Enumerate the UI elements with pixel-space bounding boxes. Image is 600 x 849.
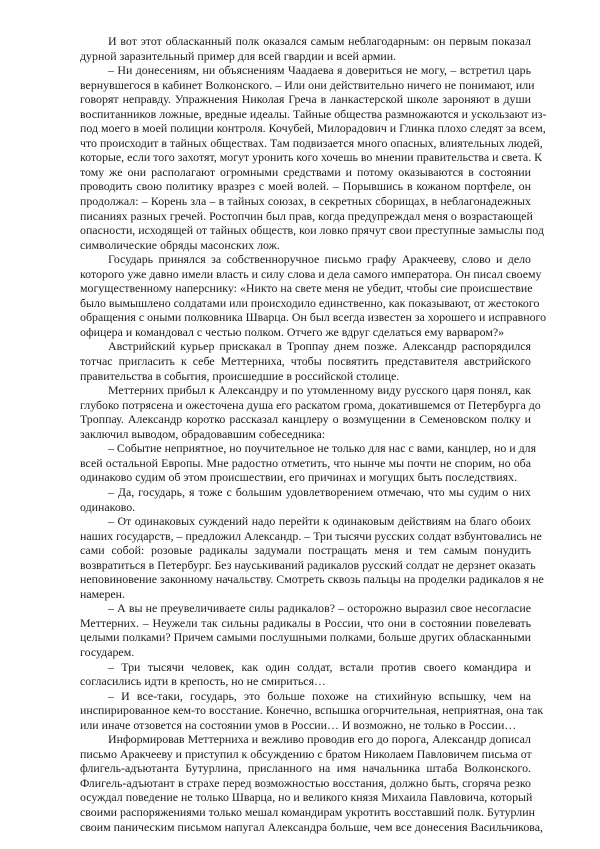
text-line: тотчас пригласить к себе Меттерниха, чтобы посвятить представителя австрийского <box>80 354 531 369</box>
text-line: своими распоряжениями только мешал командирам укротить восставший полк. Бутурлин <box>80 804 535 819</box>
text-line: символические обряды масонских лож. <box>80 237 280 252</box>
paragraph <box>80 63 547 252</box>
text-line: И вот этот обласканный полк оказался самым неблагодарным: он первым показал <box>108 34 531 48</box>
text-line: могущественному наперснику: «Никто на свете меня не убедит, чтобы сие происшествие <box>80 281 533 296</box>
text-line: – Да, государь, я тоже с большим удовлетворением отмечаю, что мы судим о них <box>108 484 531 499</box>
text-line: Меттерних прибыл к Александру и по утомленному виду русского царя понял, как <box>108 383 531 398</box>
text-line: правительства в события, происшедшие в российской столице. <box>80 368 400 383</box>
text-line: Информировав Меттерниха и вежливо проводив его до порога, Александр дописал <box>108 732 531 747</box>
text-line: – Три тысячи человек, как один солдат, встали против своего командира и <box>108 659 531 674</box>
text-line: – И все-таки, государь, это больше похоже на стихийную вспышку, чем на <box>108 688 531 703</box>
text-line: которого уже давно имели власть и силу слова и дела самого императора. Он писал своему <box>80 266 542 281</box>
text-line: вернувшегося в кабинет Волконского. – Или они действительно ничего не понимают, или <box>80 77 535 92</box>
text-line: неповиновение законному начальству. Смотреть сквозь пальцы на проделки радикалов я не <box>80 572 544 587</box>
text-line: под моего в моей полиции контроля. Кочубей, Милорадович и Глинка плохо следят за всем, <box>80 121 546 136</box>
text-line: своим паническим письмом напугал Александра больше, чем все донесения Васильчикова, <box>80 819 543 834</box>
text-line: наших государств, – предложил Александр. – Три тысячи русских солдат взбунтовались не <box>80 528 542 543</box>
text-line: Троппау. Александр коротко рассказал канцлеру о возмущении в Семеновском полку и <box>80 412 531 427</box>
text-line: согласились идти в крепость, но не смириться… <box>80 674 326 689</box>
text-line: обращения с оными полковника Шварца. Он был всегда известен за хорошего и исправного <box>80 310 547 325</box>
text-line: воспитанников ложные, вредные идеалы. Тайные общества размножаются и ускользают из- <box>80 106 547 121</box>
text-line: флигель-адъютанта Бутурлина, присланного на имя начальника штаба Волконского. <box>80 761 531 776</box>
document-page <box>80 34 547 834</box>
text-line: сами собой: розовые радикалы задумали постращать меня и тем самым понудить <box>80 543 531 558</box>
text-line: глубоко потрясена и ожесточена душа его раскатом грома, докатившемся от Петербурга до <box>80 397 541 412</box>
text-line: одинаково. <box>80 499 136 514</box>
text-line: говорят неправду. Упражнения Николая Греча в ланкастерской школе зароняют в души <box>80 92 531 107</box>
paragraph <box>80 441 537 485</box>
text-line: Государь принялся за собственноручное письмо графу Аракчееву, слово и дело <box>108 252 531 267</box>
text-line: заключил выводом, обрадовавшим собеседника: <box>80 426 326 441</box>
text-line: Меттерних. – Неужели так сильны радикалы в России, что они в состоянии повелевать <box>80 615 531 630</box>
text-line: офицера и командовал с честью полком. Отчего же вдруг сделаться ему варваром?» <box>80 324 505 339</box>
text-line: инспирированное кем-то восстание. Конечно, вспышка огорчительная, неприятная, она так <box>80 703 544 718</box>
text-line: – От одинаковых суждений надо перейти к одинаковым действиям на благо обоих <box>108 514 531 529</box>
text-line: государем. <box>80 644 135 659</box>
paragraph <box>80 601 531 659</box>
text-line: целыми полками? Причем самыми послушными полками, больше других обласканными <box>80 630 531 645</box>
paragraph <box>80 383 541 441</box>
paragraph <box>80 485 531 514</box>
text-line: – Событие неприятное, но поучительное не только для нас с вами, канцлер, но и для <box>108 441 537 456</box>
text-line: тому же они располагают огромными средствами и потому оказываются в состоянии <box>80 164 531 179</box>
text-line: дурной заразительный пример для всей гвардии и всей армии. <box>80 48 397 63</box>
text-line: Австрийский курьер прискакал в Троппау днем позже. Александр распорядился <box>108 339 531 354</box>
text-line: или иначе отзовется на состоянии умов в России… И возможно, не только в России… <box>80 717 517 732</box>
text-line: что происходит в тайных обществах. Там подвизается много опасных, влиятельных людей, <box>80 135 543 150</box>
text-line: всей остальной Европы. Мне радостно отметить, что нынче мы почти не спорим, но оба <box>80 455 531 470</box>
text-line: – Ни донесениям, ни объяснениям Чаадаева я довериться не могу, – встретил царь <box>108 63 531 78</box>
paragraph <box>80 339 531 383</box>
text-line: – А вы не преувеличиваете силы радикалов? – осторожно выразил свое несогласие <box>108 601 531 616</box>
text-line: проводить свою политику вразрез с моей волей. – Порывшись в кожаном портфеле, он <box>80 179 531 194</box>
text-line: продолжал: – Корень зла – в тайных союзах, в секретных сборищах, в неблагонадежных <box>80 194 531 209</box>
text-line: было вымышлено солдатами или происходило единственно, как показывают, от жестокого <box>80 295 540 310</box>
text-line: возвратиться в Петербург. Без науськиваний радикалов русский солдат не дерзнет оказать <box>80 557 536 572</box>
text-line: которые, если того захотят, могут уронить кого хочешь во мнении правительства и света. К <box>80 150 543 165</box>
paragraph <box>80 252 547 339</box>
paragraph <box>80 732 543 834</box>
text-line: намерен. <box>80 586 126 601</box>
text-line: писаниях разных гречей. Ростопчин был прав, когда предупреждал меня о возрастающей <box>80 208 533 223</box>
paragraph <box>80 34 531 63</box>
text-line: письмо Аракчееву и приступил к обсуждению с братом Николаем Павловичем письма от <box>80 746 532 761</box>
paragraph <box>80 688 544 733</box>
paragraph <box>80 660 531 689</box>
text-line: одинаково судим об этом происшествии, его причинах и могущих быть последствиях. <box>80 470 518 485</box>
paragraph <box>80 514 544 601</box>
text-line: осуждал поведение не только Шварца, но и великого князя Михаила Павловича, который <box>80 790 533 805</box>
text-line: Флигель-адъютант в страхе перед возможностью восстания, должно быть, сгоряча резко <box>80 775 531 790</box>
text-line: опасности, исходящей от тайных обществ, кои ловко прячут свои преступные замыслы под <box>80 223 544 238</box>
